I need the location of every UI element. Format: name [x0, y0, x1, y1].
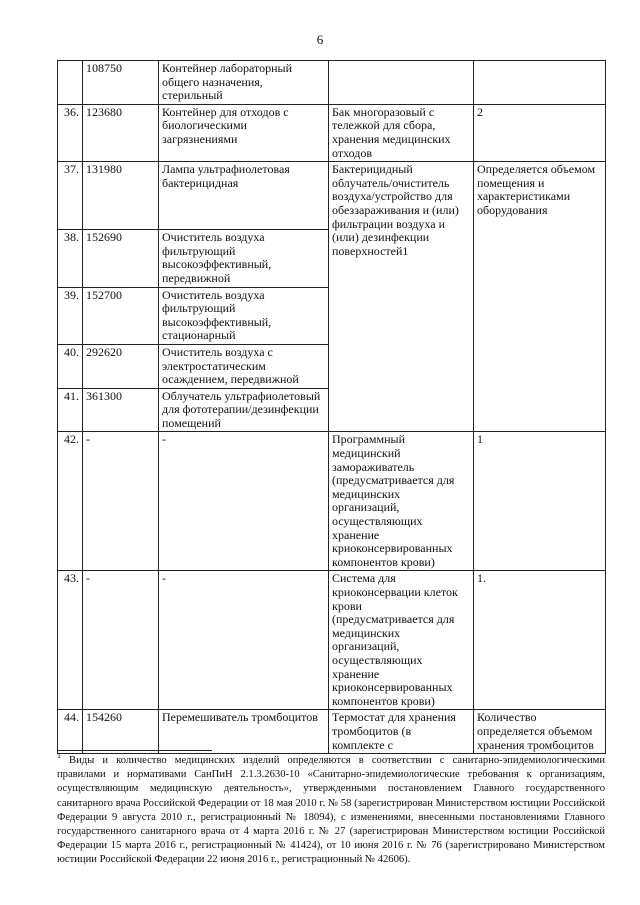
- row-number: 40.: [58, 344, 83, 388]
- irradiator-name: Бактерицидный облучатель/очиститель воздуха/устройство для обеззараживания и (или) фильтрации воздуха и (или) дезинфекции поверхностей1: [329, 162, 474, 432]
- equipment-table: [57, 60, 606, 754]
- row-name: -: [159, 571, 329, 710]
- footnote-marker: 1: [57, 751, 61, 761]
- row-code: 152700: [83, 287, 159, 344]
- row-name: Очиститель воздуха фильтрующий высокоэффективный, стационарный: [159, 287, 329, 344]
- row-code: -: [83, 571, 159, 710]
- row-qty: [474, 61, 606, 105]
- row-code: 361300: [83, 388, 159, 432]
- footnote-text: Виды и количество медицинских изделий определяются в соответствии с санитарно-эпидемиологическими правилами и нормативами СанПиН 2.1.3.2630-10 «Санитарно-эпидемиологические требования к организациям, осуществляющим медицинскую деятельность», утвержденными постановлением Главного государственного санитарного врача Российской Федерации от 18 мая 2010 г. № 58 (зарегистрирован Министерством юстиции Российской Федерации 9 августа 2010 г., регистрационный № 18094), с изменениями, внесенными постановлениями Главного государственного санитарного врача от 4 марта 2016 г. № 27 (зарегистрирован Министерством юстиции Российской Федерации 15 марта 2016 г., регистрационный № 41424), от 10 июня 2016 г. № 76 (зарегистрировано Министерством юстиции Российской Федерации 22 июня 2016 г., регистрационный № 42606).: [57, 755, 605, 866]
- freezer-name: Программный медицинский замораживатель (предусматривается для медицинских организаций, осуществляющих хранение криоконсервированных компонентов крови): [329, 432, 474, 571]
- row-code: 292620: [83, 344, 159, 388]
- table-row: [58, 61, 606, 105]
- irradiator-qty: Определяется объемом помещения и характеристиками оборудования: [474, 162, 606, 432]
- cryo-name: Система для криоконсервации клеток крови (предусматривается для медицинских организаций, осуществляющих хранение криоконсервированных компонентов крови): [329, 571, 474, 710]
- row-number: 39.: [58, 287, 83, 344]
- page-number: 6: [316, 32, 324, 47]
- freezer-qty: 1: [474, 432, 606, 571]
- row-code: 108750: [83, 61, 159, 105]
- row-name: Перемешиватель тромбоцитов: [159, 710, 329, 754]
- row-number: 37.: [58, 162, 83, 230]
- row-name: Контейнер для отходов с биологическими загрязнениями: [159, 104, 329, 161]
- row-number: 36.: [58, 104, 83, 161]
- thermostat-qty: Количество определяется объемом хранения тромбоцитов: [474, 710, 606, 754]
- row-number: 42.: [58, 432, 83, 571]
- row-code: 152690: [83, 230, 159, 287]
- row-number: 41.: [58, 388, 83, 432]
- row-number: 43.: [58, 571, 83, 710]
- thermostat-name: Термостат для хранения тромбоцитов (в комплекте с: [329, 710, 474, 754]
- row-analog: [329, 61, 474, 105]
- row-code: 154260: [83, 710, 159, 754]
- row-number: 44.: [58, 710, 83, 754]
- row-name: Очиститель воздуха с электростатическим осаждением, передвижной: [159, 344, 329, 388]
- cryo-qty: 1.: [474, 571, 606, 710]
- row-name: Облучатель ультрафиолетовый для фототерапии/дезинфекции помещений: [159, 388, 329, 432]
- row-code: 123680: [83, 104, 159, 161]
- footnote-separator: [57, 750, 212, 751]
- row-name: Очиститель воздуха фильтрующий высокоэффективный, передвижной: [159, 230, 329, 287]
- bak-name: Бак многоразовый с тележкой для сбора, хранения медицинских отходов: [329, 104, 474, 161]
- footnote: [57, 751, 605, 868]
- row-code: -: [83, 432, 159, 571]
- table-row: [58, 104, 606, 161]
- row-name: Лампа ультрафиолетовая бактерицидная: [159, 162, 329, 230]
- row-name: Контейнер лабораторный общего назначения, стерильный: [159, 61, 329, 105]
- bak-qty: 2: [474, 104, 606, 161]
- row-code: 131980: [83, 162, 159, 230]
- table-row: [58, 432, 606, 571]
- row-name: -: [159, 432, 329, 571]
- row-number: 38.: [58, 230, 83, 287]
- table-row: [58, 162, 606, 230]
- table-row: [58, 571, 606, 710]
- row-number: [58, 61, 83, 105]
- table-row: [58, 710, 606, 754]
